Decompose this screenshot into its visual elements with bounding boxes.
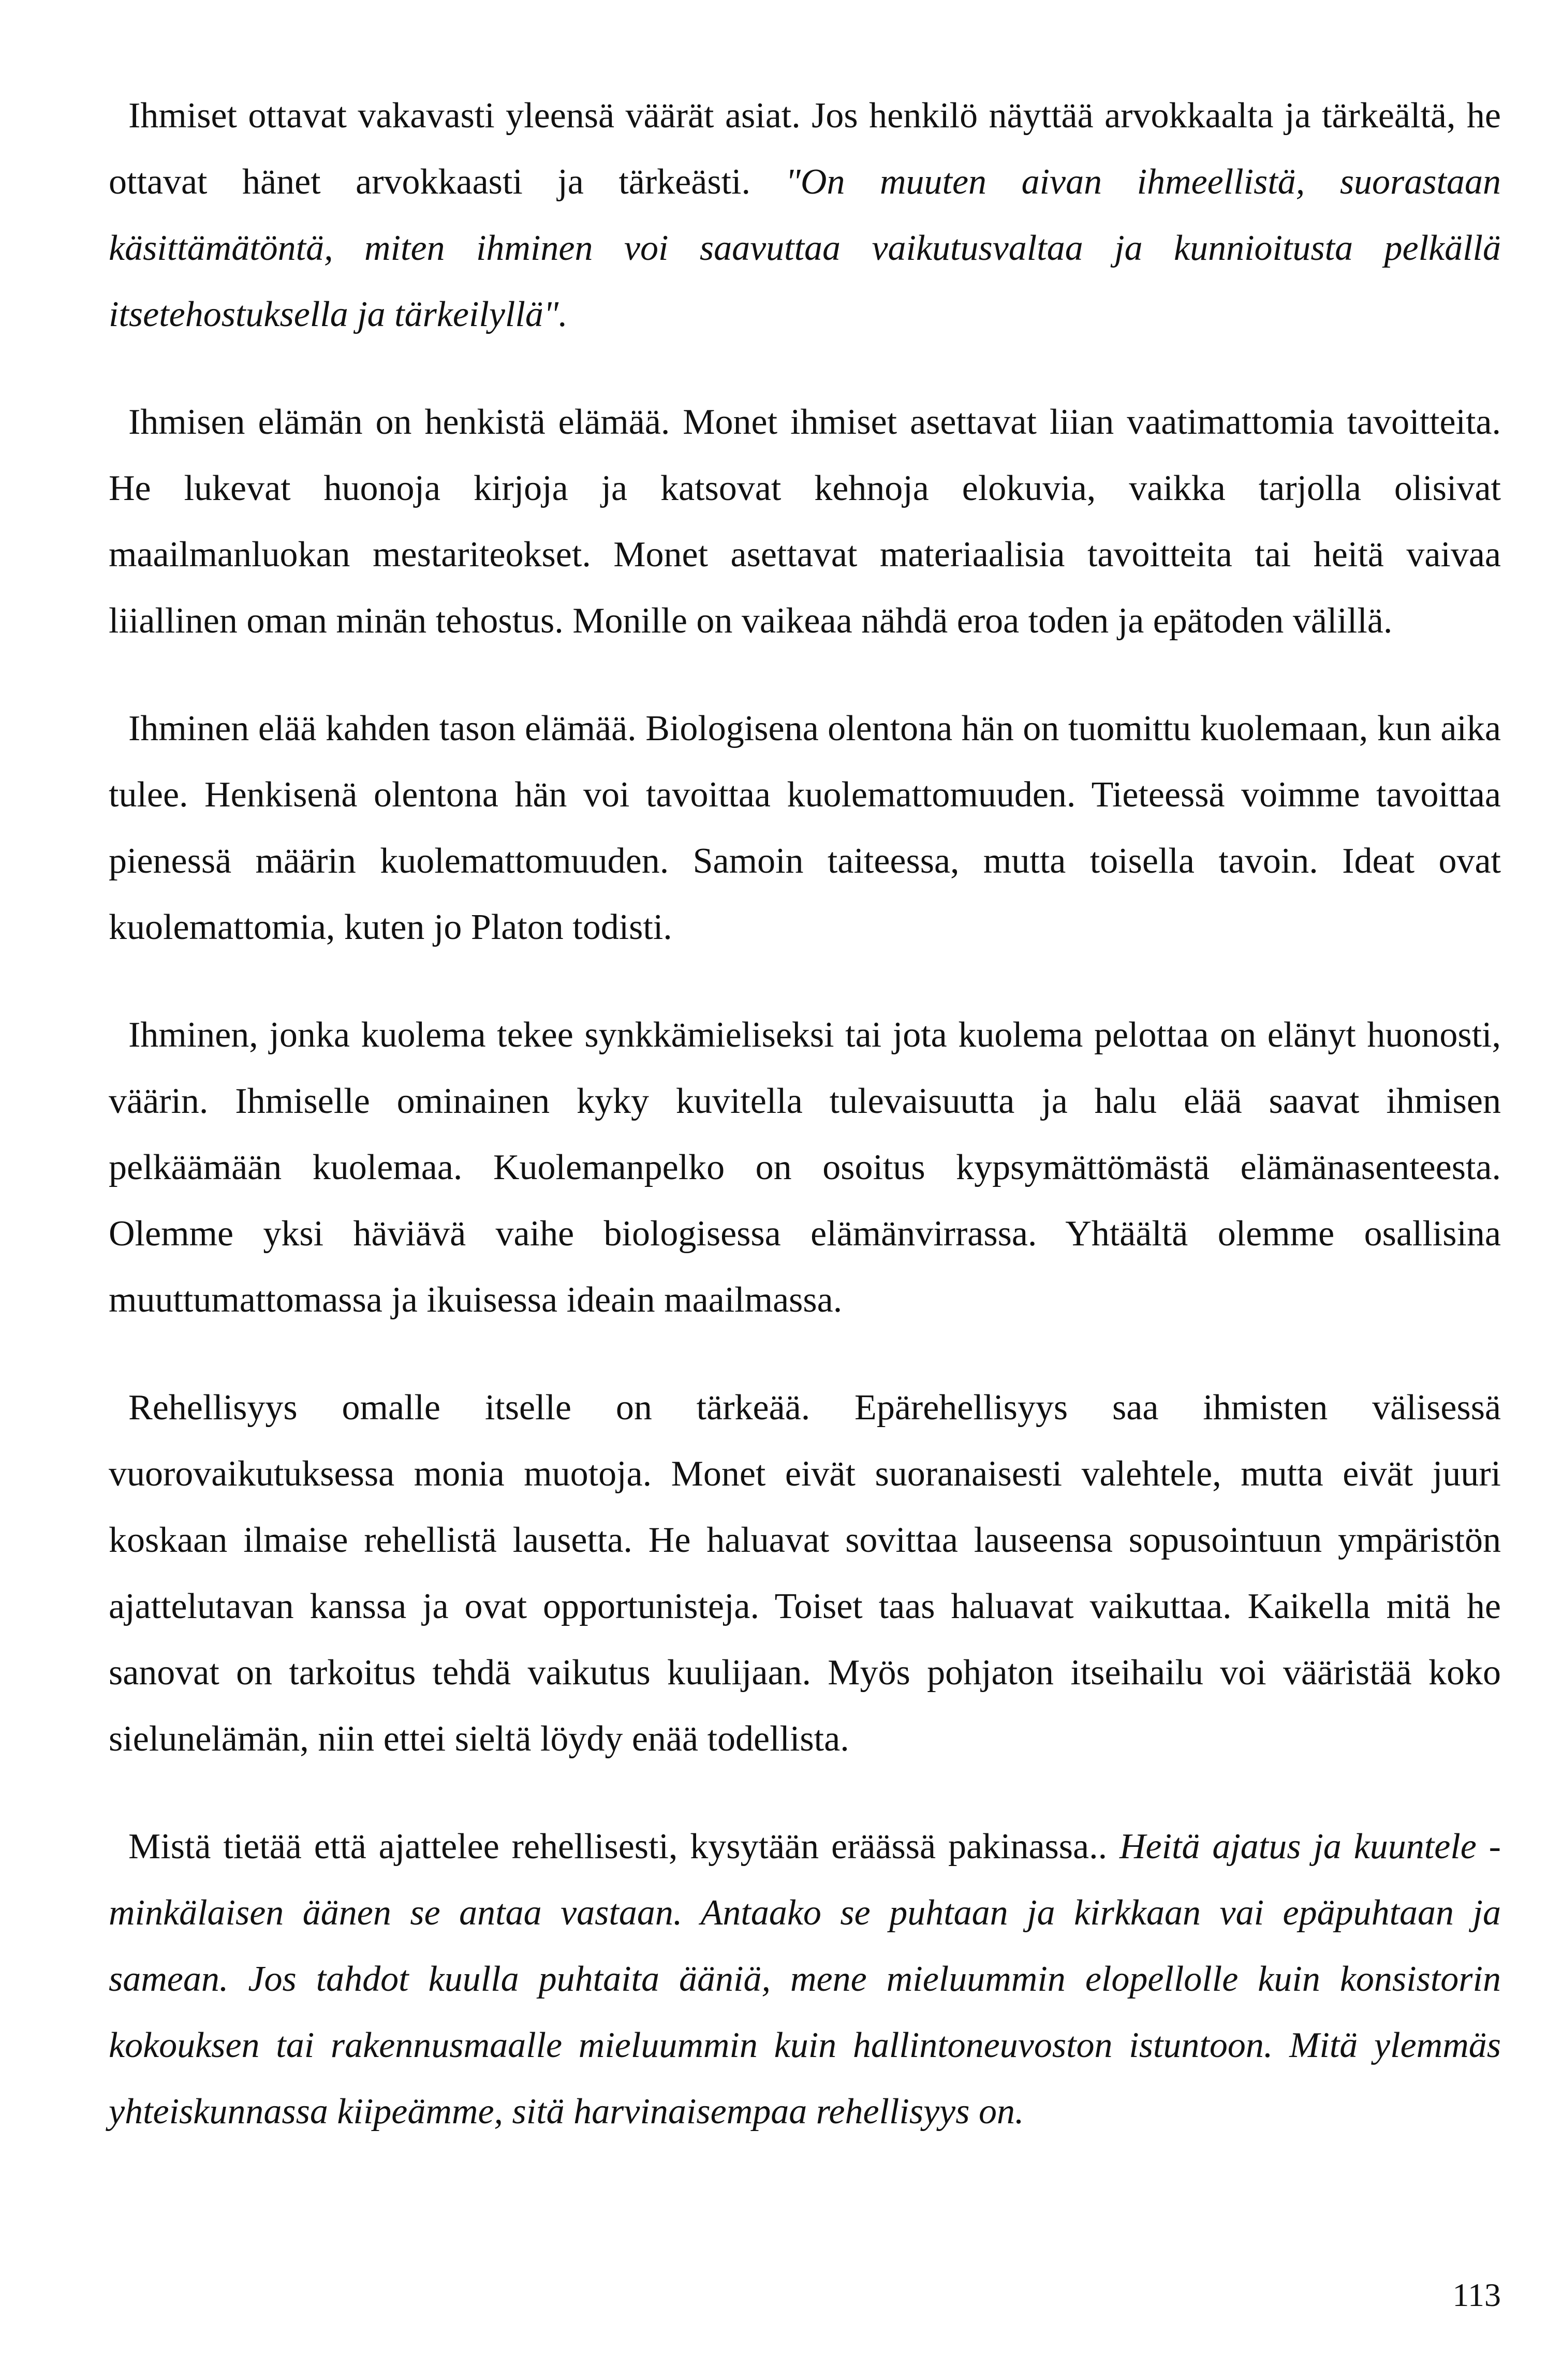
paragraph-5-text: Rehellisyys omalle itselle on tärkeää. Epärehellisyys saa ihmisten välisessä vuorovaikutuksessa monia muotoja. Monet eivät suoranaisesti valehtele, mutta eivät juuri koskaan ilmaise rehellistä lausetta. He haluavat sovittaa lauseensa sopusointuun ympäristön ajattelutavan kanssa ja ovat opportunisteja. Toiset taas haluavat vaikuttaa. Kaikella mitä he sanovat on tarkoitus tehdä vaikutus kuulijaan. Myös pohjaton itseihailu voi vääristää koko sielunelämän, niin ettei sieltä löydy enää todellista. xyxy=(109,1388,1501,1759)
paragraph-4 xyxy=(109,1002,1501,1333)
paragraph-4-text: Ihminen, jonka kuolema tekee synkkämieliseksi tai jota kuolema pelottaa on elänyt huonosti, väärin. Ihmiselle ominainen kyky kuvitella tulevaisuutta ja halu elää saavat ihmisen pelkäämään kuolemaa. Kuolemanpelko on osoitus kypsymättömästä elämänasenteesta. Olemme yksi häviävä vaihe biologisessa elämänvirrassa. Yhtäältä olemme osallisina muuttumattomassa ja ikuisessa ideain maailmassa. xyxy=(109,1015,1501,1320)
paragraph-6-quote: Heitä ajatus ja kuuntele - minkälaisen äänen se antaa vastaan. Antaako se puhtaan ja kirkkaan vai epäpuhtaan ja samean. Jos tahdot kuulla puhtaita ääniä, mene mieluummin elopellolle kuin konsistorin kokouksen tai rakennusmaalle mieluummin kuin hallintoneuvoston istuntoon. Mitä ylemmäs yhteiskunnassa kiipeämme, sitä harvinaisempaa rehellisyys on. xyxy=(109,1827,1501,2132)
paragraph-6 xyxy=(109,1814,1501,2145)
paragraph-5 xyxy=(109,1375,1501,1772)
paragraph-1-quote: "On muuten aivan ihmeellistä, suorastaan käsittämätöntä, miten ihminen voi saavuttaa vaikutusvaltaa ja kunnioitusta pelkällä itsetehostuksella ja tärkeilyllä". xyxy=(109,162,1501,334)
paragraph-3-text: Ihminen elää kahden tason elämää. Biologisena olentona hän on tuomittu kuolemaan, kun aika tulee. Henkisenä olentona hän voi tavoittaa kuolemattomuuden. Tieteessä voimme tavoittaa pienessä määrin kuolemattomuuden. Samoin taiteessa, mutta toisella tavoin. Ideat ovat kuolemattomia, kuten jo Platon todisti. xyxy=(109,709,1501,947)
paragraph-1 xyxy=(109,83,1501,348)
page-number: 113 xyxy=(1452,2276,1501,2313)
paragraph-1-text: Ihmiset ottavat vakavasti yleensä väärät asiat. Jos henkilö näyttää arvokkaalta ja tärkeältä, he ottavat hänet arvokkaasti ja tärkeästi. xyxy=(109,96,1501,202)
page-body xyxy=(109,83,1501,2186)
paragraph-2 xyxy=(109,389,1501,654)
paragraph-6-text: Mistä tietää että ajattelee rehellisesti, kysytään eräässä pakinassa.. xyxy=(128,1827,1119,1867)
paragraph-2-text: Ihmisen elämän on henkistä elämää. Monet ihmiset asettavat liian vaatimattomia tavoitteita. He lukevat huonoja kirjoja ja katsovat kehnoja elokuvia, vaikka tarjolla olisivat maailmanluokan mestariteokset. Monet asettavat materiaalisia tavoitteita tai heitä vaivaa liiallinen oman minän tehostus. Monille on vaikeaa nähdä eroa toden ja epätoden välillä. xyxy=(109,402,1501,641)
paragraph-3 xyxy=(109,696,1501,961)
